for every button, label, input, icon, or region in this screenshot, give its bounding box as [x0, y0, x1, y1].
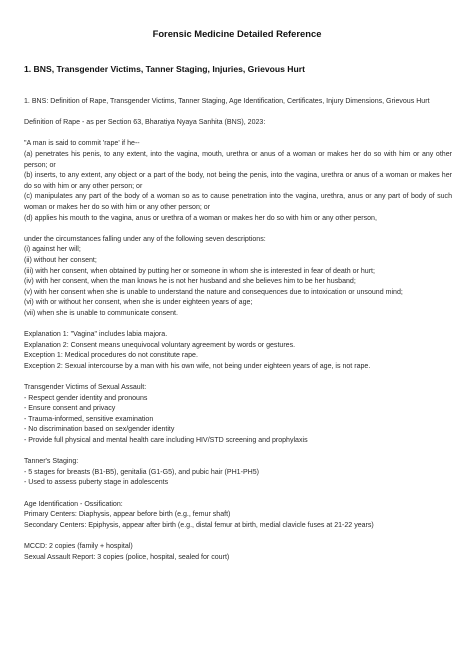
intro-paragraph — [24, 97, 452, 108]
tanner-item: - Used to assess puberty stage in adolescents — [24, 479, 169, 487]
definition-heading-paragraph — [24, 118, 452, 129]
clause-a: (a) penetrates his penis, to any extent, into the vagina, mouth, urethra or anus of a woman or makes her do so with him or any other person; or — [24, 150, 452, 169]
definition-heading: Definition of Rape - as per Section 63, Bharatiya Nyaya Sanhita (BNS), 2023: — [24, 119, 266, 127]
transgender-item: - Respect gender identity and pronouns — [24, 394, 148, 402]
transgender-item: - Provide full physical and mental health care including HIV/STD screening and prophylaxis — [24, 437, 308, 444]
document-body — [24, 97, 452, 563]
clause-c: (c) manipulates any part of the body of a woman so as to cause penetration into the vagina, urethra, anus or any part of body of such woman or makes her do so with him or any other person; or — [24, 193, 452, 211]
mccd-copies: MCCD: 2 copies (family + hospital) — [24, 542, 133, 550]
ossification-secondary: Secondary Centers: Epiphysis, appear after birth (e.g., distal femur at birth, medial clavicle fuses at 21-22 years) — [24, 521, 374, 529]
clause-d: (d) applies his mouth to the vagina, anus or urethra of a woman or makes her do so with him or any other person, — [24, 214, 377, 222]
section-heading: 1. BNS, Transgender Victims, Tanner Staging, Injuries, Grievous Hurt — [24, 64, 305, 74]
rape-definition-lead: "A man is said to commit 'rape' if he-- — [24, 140, 140, 148]
tanner-block — [24, 457, 452, 489]
transgender-item: - No discrimination based on sex/gender identity — [24, 426, 175, 434]
tanner-item: - 5 stages for breasts (B1-B5), genitalia (G1-G5), and pubic hair (PH1-PH5) — [24, 468, 259, 476]
explanation-1: Explanation 1: "Vagina" includes labia majora. — [24, 331, 168, 339]
circumstance-iii: (iii) with her consent, when obtained by putting her or someone in whom she is interested in fear of death or hurt; — [24, 267, 375, 275]
transgender-block — [24, 383, 452, 447]
intro-text: 1. BNS: Definition of Rape, Transgender Victims, Tanner Staging, Age Identification, Certificates, Injury Dimensions, Grievous Hurt — [24, 98, 430, 105]
transgender-item: - Trauma-informed, sensitive examination — [24, 415, 154, 423]
explanation-2: Explanation 2: Consent means unequivocal voluntary agreement by words or gestures. — [24, 341, 296, 349]
circumstance-vii: (vii) when she is unable to communicate consent. — [24, 309, 178, 317]
sexual-assault-report-copies: Sexual Assault Report: 3 copies (police, hospital, sealed for court) — [24, 553, 230, 561]
clause-b: (b) inserts, to any extent, any object or a part of the body, not being the penis, into the vagina, urethra or anus of a woman or makes her do so with him or any other person; or — [24, 172, 452, 190]
circumstance-v: (v) with her consent when she is unable to understand the nature and consequences due to intoxication or unsound mind; — [24, 288, 403, 296]
transgender-heading: Transgender Victims of Sexual Assault: — [24, 384, 147, 392]
circumstances-lead: under the circumstances falling under any of the following seven descriptions: — [24, 235, 266, 243]
document-title: Forensic Medicine Detailed Reference — [152, 28, 322, 39]
rape-definition-block — [24, 139, 452, 224]
circumstance-ii: (ii) without her consent; — [24, 256, 97, 264]
circumstance-iv: (iv) with her consent, when the man knows he is not her husband and she believes him to be her husband; — [24, 278, 356, 286]
exception-2: Exception 2: Sexual intercourse by a man with his own wife, not being under eighteen years of age, is not rape. — [24, 362, 371, 370]
ossification-block — [24, 500, 452, 532]
ossification-primary: Primary Centers: Diaphysis, appear before birth (e.g., femur shaft) — [24, 511, 231, 519]
certificates-block — [24, 542, 452, 563]
tanner-heading: Tanner's Staging: — [24, 458, 79, 466]
explanations-block — [24, 330, 452, 372]
transgender-item: - Ensure consent and privacy — [24, 405, 116, 413]
circumstances-block — [24, 235, 452, 320]
ossification-heading: Age Identification - Ossification: — [24, 500, 123, 508]
circumstance-i: (i) against her will; — [24, 246, 81, 254]
exception-1: Exception 1: Medical procedures do not constitute rape. — [24, 352, 198, 360]
circumstance-vi: (vi) with or without her consent, when she is under eighteen years of age; — [24, 299, 253, 307]
